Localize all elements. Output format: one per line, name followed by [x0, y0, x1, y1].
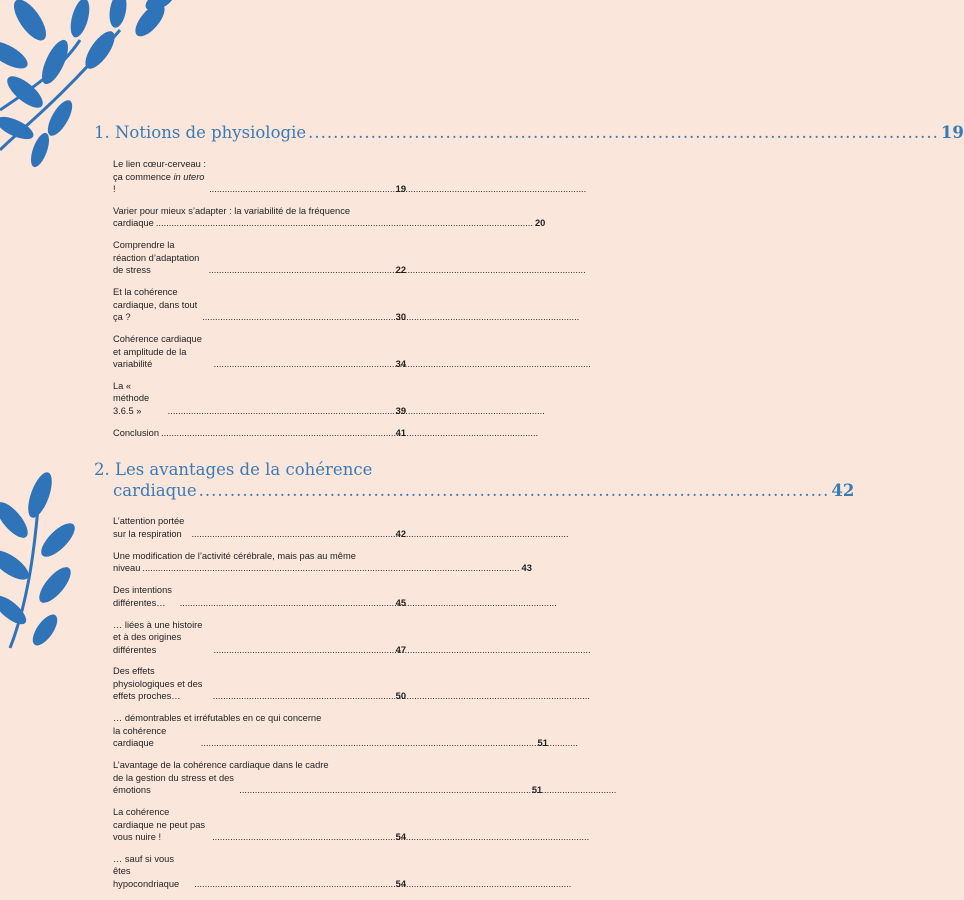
toc-entry[interactable] — [113, 427, 406, 440]
entry-page: 54 — [395, 832, 406, 843]
leader-dots — [213, 644, 393, 657]
entry-line-1: … démontrables et irréfutables en ce qui concerne — [113, 713, 322, 724]
entry-page: 47 — [395, 644, 406, 655]
entry-text: Comprendre la réaction d’adaptation de stress — [113, 240, 200, 276]
entry-page: 19 — [395, 184, 406, 194]
leader-dots — [199, 480, 830, 501]
leader-dots — [180, 597, 394, 610]
leaf-branch-bottom-icon — [0, 470, 90, 648]
toc-entry[interactable] — [113, 239, 406, 277]
toc-entry[interactable] — [113, 205, 546, 230]
chapter-title-text: 2. Les avantages de la cohérence — [94, 460, 373, 480]
entry-line-2: la cohérence cardiaque — [113, 725, 167, 749]
leader-dots — [201, 737, 536, 750]
entry-line-2: cardiaque — [113, 218, 154, 229]
entry-text: La cohérence cardiaque ne peut pas vous nuire ! — [113, 807, 206, 843]
entry-text — [113, 158, 207, 196]
entry-text: La « méthode 3.6.5 » — [113, 380, 150, 416]
entry-text-italic: in utero — [173, 171, 205, 182]
leader-dots — [209, 264, 394, 277]
leader-dots — [156, 217, 533, 230]
entry-line-2: niveau — [113, 563, 141, 574]
entry-page: 30 — [395, 312, 406, 323]
chapter-title-text-2: cardiaque — [113, 481, 197, 501]
toc-entry[interactable] — [113, 158, 406, 196]
entry-line-2: de la gestion du stress et des émotions — [113, 772, 234, 796]
entry-text: L’attention portée sur la respiration — [113, 516, 185, 539]
entry-text — [113, 712, 548, 750]
leader-dots — [212, 831, 394, 844]
chapter-title-text: 1. Notions de physiologie — [94, 123, 307, 142]
toc-entry[interactable] — [113, 853, 406, 891]
entry-page: 43 — [521, 563, 532, 574]
toc-entry[interactable] — [113, 665, 406, 703]
leader-dots — [191, 528, 393, 541]
leader-dots — [194, 878, 393, 891]
leader-dots — [142, 562, 519, 575]
entry-text — [113, 550, 532, 575]
table-of-contents — [94, 118, 964, 900]
chapter-page: 19 — [940, 123, 964, 142]
entry-page: 45 — [395, 597, 406, 608]
entry-line-1: Une modification de l’activité cérébrale, mais pas au même — [113, 550, 356, 561]
entry-page: 39 — [395, 405, 406, 416]
entry-text-pre: Le lien cœur-cerveau : ça commence — [113, 159, 207, 182]
entry-text-post: ! — [113, 184, 116, 194]
toc-entry[interactable] — [113, 806, 406, 844]
leader-dots — [209, 183, 394, 196]
entry-page: 20 — [534, 218, 546, 229]
toc-entry[interactable] — [113, 380, 406, 418]
chapter-2-entries — [94, 515, 548, 890]
toc-entry[interactable] — [113, 759, 543, 797]
entry-page: 34 — [395, 359, 406, 370]
toc-entry[interactable] — [113, 286, 406, 324]
leader-dots — [214, 358, 394, 371]
toc-entry[interactable] — [113, 333, 406, 371]
entry-page: 41 — [395, 427, 406, 438]
entry-text: Des intentions différentes… — [113, 585, 172, 608]
entry-page: 54 — [395, 878, 406, 889]
chapter-2-title[interactable] — [94, 459, 855, 501]
entry-page: 51 — [537, 738, 548, 749]
leader-dots — [168, 405, 394, 418]
entry-page: 50 — [395, 691, 406, 702]
leader-dots — [308, 122, 939, 143]
entry-line-1: L’avantage de la cohérence cardiaque dans le cadre — [113, 760, 329, 771]
toc-entry[interactable] — [113, 712, 548, 750]
entry-text: … liées à une histoire et à des origines différentes — [113, 619, 203, 655]
chapter-title-line-2 — [94, 480, 855, 501]
entry-text — [113, 205, 545, 230]
entry-line-1: Varier pour mieux s’adapter : la variabilité de la fréquence — [113, 205, 351, 216]
entry-text: Des effets physiologiques et des effets proches… — [113, 666, 203, 702]
entry-page: 22 — [395, 265, 406, 276]
leader-dots — [161, 427, 394, 440]
toc-entry[interactable] — [113, 619, 406, 657]
chapter-1-entries — [94, 158, 546, 439]
chapter-page: 42 — [831, 481, 855, 501]
toc-entry[interactable] — [113, 550, 532, 575]
entry-text: … sauf si vous êtes hypocondriaque — [113, 853, 180, 889]
leader-dots — [202, 311, 394, 324]
entry-text: Et la cohérence cardiaque, dans tout ça ? — [113, 287, 198, 323]
toc-entry[interactable] — [113, 584, 406, 609]
entry-text — [113, 759, 542, 797]
chapter-title-line-1 — [94, 459, 406, 480]
toc-entry[interactable] — [113, 515, 406, 540]
entry-text: Conclusion — [113, 427, 159, 438]
chapter-1-title[interactable] — [94, 122, 964, 143]
leader-dots — [239, 784, 530, 797]
leader-dots — [213, 690, 394, 703]
entry-page: 51 — [531, 785, 543, 796]
entry-page: 42 — [395, 528, 406, 539]
entry-text: Cohérence cardiaque et amplitude de la variabilité — [113, 334, 202, 370]
